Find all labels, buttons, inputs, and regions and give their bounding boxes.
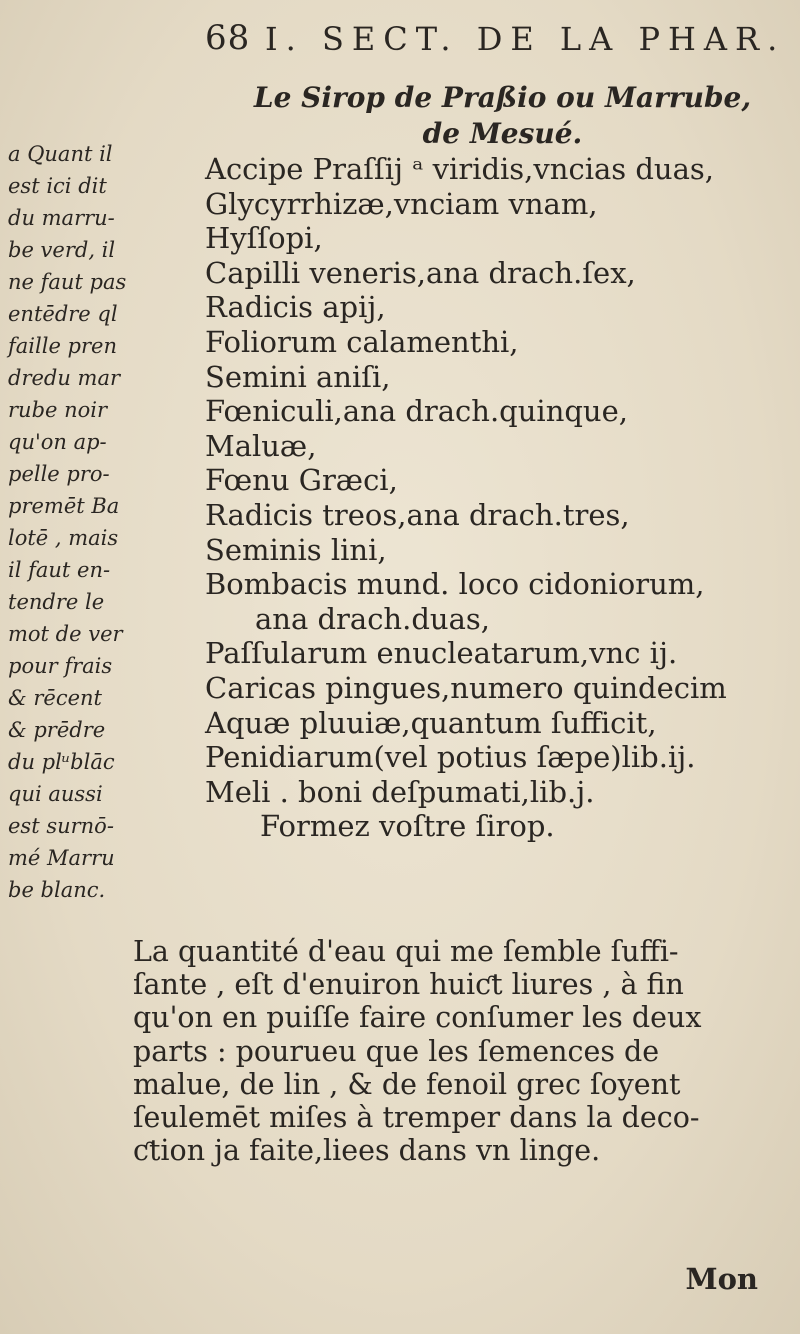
recipe-title-author: de Mesué. xyxy=(422,117,583,150)
margin-note-line: faille pren xyxy=(8,334,117,358)
prose-line: ƈtion ja faite,liees dans vn linge. xyxy=(133,1134,601,1168)
ingredient-line: Meli . boni deſpumati,lib.j. xyxy=(205,774,595,809)
margin-note-line: qui aussi xyxy=(8,782,103,806)
ingredient-line: Capilli veneris,ana drach.ſex, xyxy=(205,255,636,290)
recipe-closing: Formez voſtre ſirop. xyxy=(260,809,555,844)
ingredient-line: Glycyrrhizæ,vnciam vnam, xyxy=(205,186,598,221)
margin-note-line: du marru- xyxy=(8,206,115,230)
ingredient-line: Aquæ pluuiæ,quantum ſufficit, xyxy=(205,705,657,740)
margin-note-line: premēt Ba xyxy=(8,494,120,518)
catchword: Mon xyxy=(685,1262,758,1296)
prose-line: parts : pourueu que les ſemences de xyxy=(133,1034,660,1068)
margin-note-line: dredu mar xyxy=(8,366,121,390)
ingredient-line: Seminis lini, xyxy=(205,532,387,567)
margin-note-line: rube noir xyxy=(8,398,108,422)
margin-note-line: tendre le xyxy=(8,590,105,614)
margin-note-line: du plᵘblāc xyxy=(8,750,115,774)
ingredient-line: Foliorum calamenthi, xyxy=(205,324,519,359)
margin-note-line: qu'on ap- xyxy=(8,430,107,454)
page-header xyxy=(205,12,786,72)
margin-note-line: mot de ver xyxy=(8,622,123,646)
prose-line: La quantité d'eau qui me ſemble ſuffi- xyxy=(133,935,679,968)
page-number: 68 xyxy=(205,18,251,58)
recipe-title: Le Sirop de Praßio ou Marrube, xyxy=(253,81,752,114)
ingredient-line: Caricas pingues,numero quindecim xyxy=(205,670,727,705)
ingredient-line: Accipe Praſſij ᵃ viridis,vncias duas, xyxy=(205,152,715,186)
margin-note-line: entēdre ql xyxy=(8,302,118,326)
margin-note-line: est ici dit xyxy=(8,174,107,198)
margin-note-line: il faut en- xyxy=(8,558,111,582)
margin-note-line: mé Marru xyxy=(8,846,115,870)
ingredient-line: Maluæ, xyxy=(205,428,317,463)
margin-note-line: est surnō- xyxy=(8,814,114,838)
recipe-ingredients xyxy=(205,152,795,844)
margin-note-line: be blanc. xyxy=(8,878,106,902)
ingredient-line: Bombacis mund. loco cidoniorum, xyxy=(205,567,705,602)
prose-line: malue, de lin , & de fenoil grec ſoyent xyxy=(133,1067,681,1101)
margin-note-line: & prēdre xyxy=(8,718,106,742)
ingredient-line: ana drach.duas, xyxy=(255,601,490,636)
margin-note-line: pelle pro- xyxy=(8,462,110,486)
running-head: I. SECT. DE LA PHAR. xyxy=(265,20,786,58)
prose-line: ſeulemēt miſes à tremper dans la deco- xyxy=(133,1101,700,1135)
margin-note xyxy=(8,138,213,906)
margin-note-line: ne faut pas xyxy=(8,270,127,294)
prose-paragraph xyxy=(133,935,793,1167)
prose-line: qu'on en puiſſe faire conſumer les deux xyxy=(133,1001,702,1035)
ingredient-line: Fœnu Græci, xyxy=(205,463,398,498)
margin-note-line: a Quant il xyxy=(8,142,113,166)
ingredient-line: Paſſularum enucleatarum,vnc ij. xyxy=(205,636,678,671)
margin-note-line: pour frais xyxy=(8,654,113,678)
ingredient-line: Semini aniſi, xyxy=(205,359,391,394)
ingredient-line: Penidiarum(vel potius ſæpe)lib.ij. xyxy=(205,740,696,775)
ingredient-line: Hyſſopi, xyxy=(205,221,323,256)
prose-line: ſante , eſt d'enuiron huiƈt liures , à fin xyxy=(133,968,684,1002)
margin-note-line: & rēcent xyxy=(8,686,102,710)
ingredient-line: Radicis apij, xyxy=(205,290,386,325)
margin-note-line: lotē , mais xyxy=(8,526,119,550)
ingredient-line: Radicis treos,ana drach.tres, xyxy=(205,497,630,532)
margin-note-line: be verd, il xyxy=(8,238,116,262)
ingredient-line: Fœniculi,ana drach.quinque, xyxy=(205,394,628,429)
